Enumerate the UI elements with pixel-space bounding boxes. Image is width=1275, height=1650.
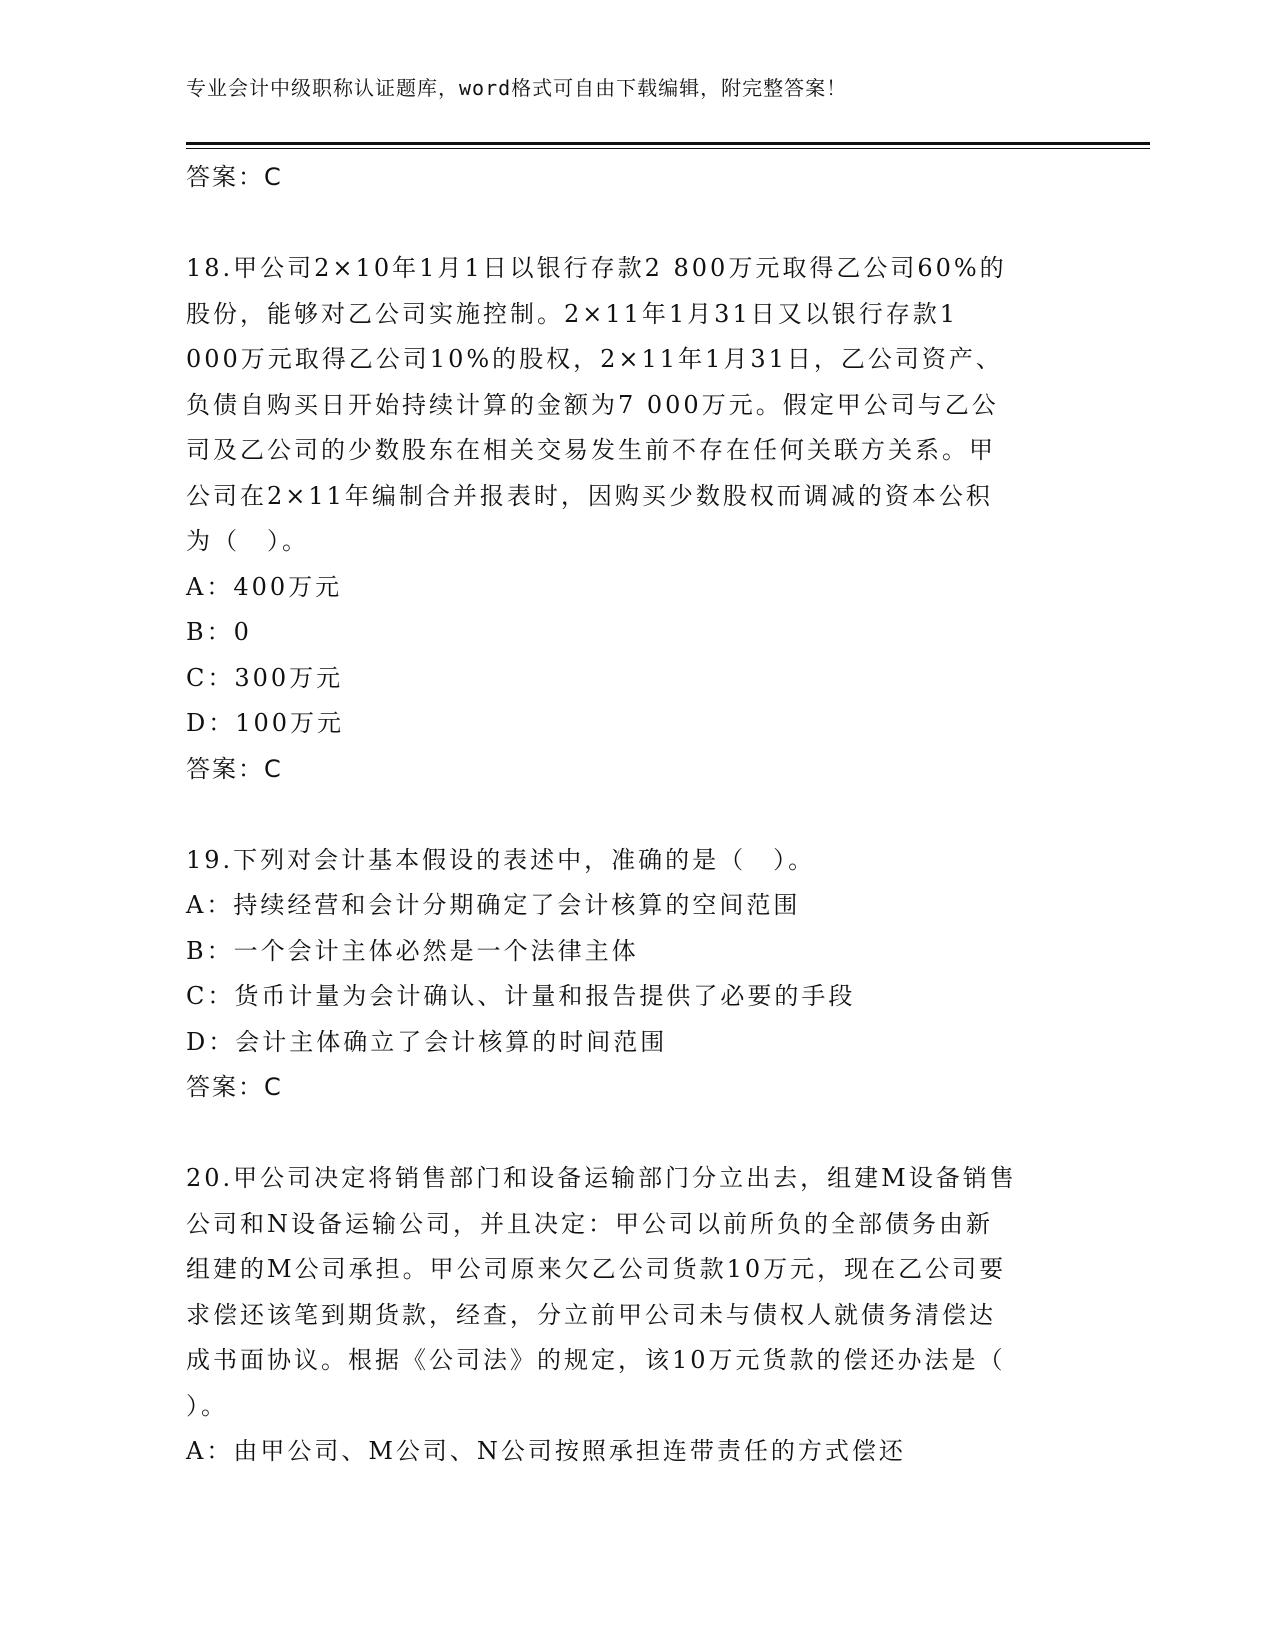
- question-text-line: 组建的M公司承担。甲公司原来欠乙公司货款10万元，现在乙公司要: [186, 1255, 1007, 1283]
- option-b: B：一个会计主体必然是一个法律主体: [186, 936, 639, 965]
- option-a: A：持续经营和会计分期确定了会计核算的空间范围: [186, 891, 801, 919]
- question-18: [186, 246, 1086, 792]
- previous-answer: 答案：C: [186, 163, 283, 191]
- question-text-line: ）。: [186, 1391, 228, 1420]
- question-content: [186, 155, 1086, 1475]
- blank-line: [186, 201, 1086, 247]
- question-text-line: 20.甲公司决定将销售部门和设备运输部门分立出去，组建M设备销售: [186, 1164, 1017, 1192]
- option-d: D：会计主体确立了会计核算的时间范围: [186, 1027, 668, 1056]
- blank-line: [186, 1111, 1086, 1157]
- question-19: [186, 838, 1086, 1111]
- header-divider-thick: [186, 142, 1150, 145]
- question-text-line: 司及乙公司的少数股东在相关交易发生前不存在任何关联方关系。甲: [186, 436, 996, 464]
- option-c: C：300万元: [186, 663, 344, 692]
- question-text-line: 股份，能够对乙公司实施控制。2×11年1月31日又以银行存款1: [186, 299, 958, 328]
- question-text-line: 为（ ）。: [186, 527, 309, 555]
- question-text-line: 公司在2×11年编制合并报表时，因购买少数股权而调减的资本公积: [186, 481, 993, 510]
- question-text-line: 000万元取得乙公司10%的股权，2×11年1月31日，乙公司资产、: [186, 345, 1003, 373]
- question-text-line: 19.下列对会计基本假设的表述中，准确的是（ ）。: [186, 845, 816, 874]
- question-text-line: 18.甲公司2×10年1月1日以银行存款2 800万元取得乙公司60%的: [186, 254, 1007, 282]
- header-divider-thin: [186, 148, 1150, 149]
- option-b: B：0: [186, 618, 252, 646]
- question-text-line: 负债自购买日开始持续计算的金额为7 000万元。假定甲公司与乙公: [186, 390, 999, 419]
- answer-19: 答案：C: [186, 1073, 283, 1101]
- option-a: A：由甲公司、M公司、N公司按照承担连带责任的方式偿还: [186, 1437, 906, 1465]
- option-a: A：400万元: [186, 572, 343, 601]
- blank-line: [186, 792, 1086, 838]
- question-text-line: 求偿还该笔到期货款，经查，分立前甲公司未与债权人就债务清偿达: [186, 1300, 996, 1329]
- question-text-line: 成书面协议。根据《公司法》的规定，该10万元货款的偿还办法是（: [186, 1346, 1006, 1374]
- option-c: C：货币计量为会计确认、计量和报告提供了必要的手段: [186, 982, 856, 1010]
- page-header: 专业会计中级职称认证题库，word格式可自由下载编辑，附完整答案！: [186, 76, 848, 100]
- option-d: D：100万元: [186, 709, 345, 737]
- question-20: [186, 1156, 1086, 1475]
- answer-18: 答案：C: [186, 754, 283, 783]
- question-text-line: 公司和N设备运输公司，并且决定：甲公司以前所负的全部债务由新: [186, 1209, 993, 1238]
